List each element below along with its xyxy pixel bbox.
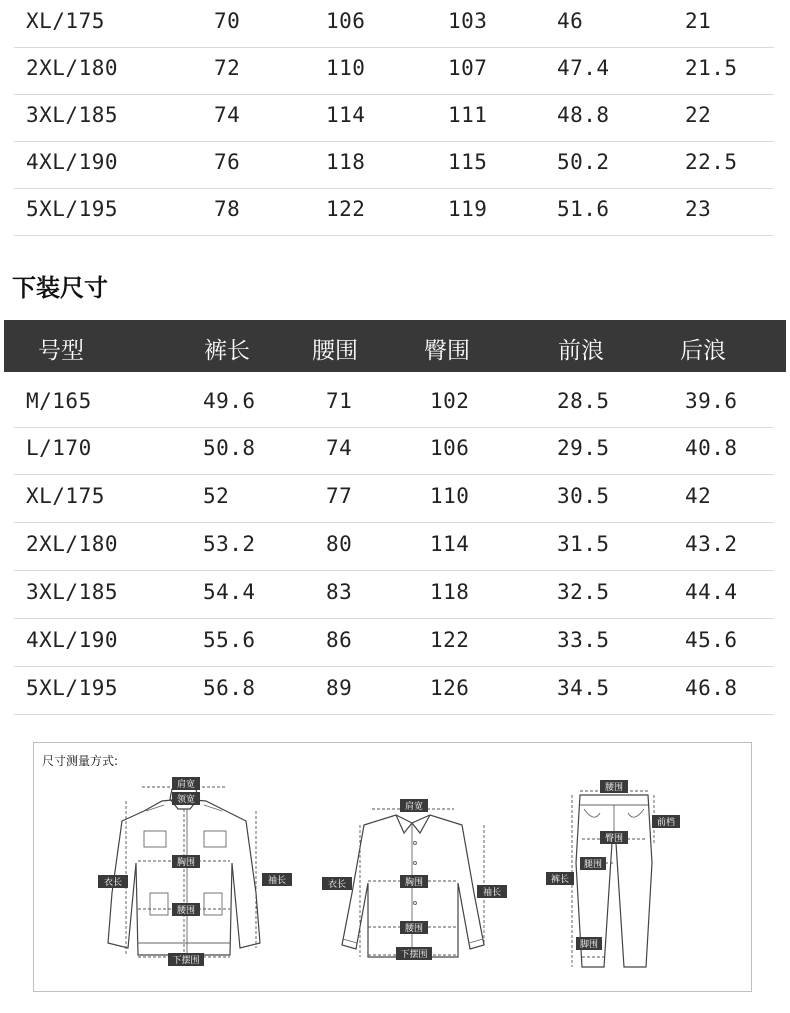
pants-thigh-label: 腿围 [583,860,603,870]
table-cell: 89 [326,676,353,700]
table-cell: XL/175 [26,484,105,508]
measurement-guide [33,742,752,992]
table-cell: 83 [326,580,353,604]
table-cell: 107 [448,56,488,80]
table-cell: 46.8 [685,676,738,700]
table-cell: 126 [430,676,470,700]
table-cell: 47.4 [557,56,610,80]
shirt-hem-label: 下摆围 [400,950,428,960]
pants-length-label: 裤长 [550,875,570,885]
table-cell: 74 [326,436,353,460]
table-cell: 118 [326,150,366,174]
header-cell: 后浪 [680,338,726,364]
table-cell: 78 [214,197,241,221]
table-cell: 114 [326,103,366,127]
table-cell: 122 [430,628,470,652]
table-cell: 55.6 [203,628,256,652]
table-cell: 52 [203,484,230,508]
jacket-illustration [108,789,260,955]
table-cell: 71 [326,389,353,413]
table-cell: 30.5 [557,484,610,508]
jacket-waist-label: 腰围 [176,906,196,916]
header-cell: 腰围 [312,338,358,364]
table-cell: XL/175 [26,9,105,33]
table-cell: 51.6 [557,197,610,221]
table-cell: 110 [430,484,470,508]
table-cell: 21.5 [685,56,738,80]
table-cell: 106 [326,9,366,33]
table-cell: 54.4 [203,580,256,604]
table-cell: 28.5 [557,389,610,413]
pants-waist-label: 腰围 [604,783,624,793]
table-cell: 3XL/185 [26,103,119,127]
table-row [14,475,774,523]
table-cell: 2XL/180 [26,56,119,80]
table-cell: 3XL/185 [26,580,119,604]
table-cell: L/170 [26,436,92,460]
table-cell: 56.8 [203,676,256,700]
table-row [14,188,774,236]
jacket-sleeve-label: 袖长 [267,876,287,886]
header-cell: 臀围 [424,338,470,364]
table-cell: 45.6 [685,628,738,652]
table-cell: 110 [326,56,366,80]
table-cell: 74 [214,103,241,127]
jacket-collar-label: 领宽 [176,795,196,805]
table-cell: 40.8 [685,436,738,460]
jacket-length-label: 衣长 [103,878,123,888]
table-cell: 106 [430,436,470,460]
table-cell: 111 [448,103,488,127]
jacket-shoulder-label: 肩宽 [176,780,196,790]
shirt-chest-label: 胸围 [404,878,424,888]
table-cell: 86 [326,628,353,652]
table-cell: 22 [685,103,712,127]
measurement-title: 尺寸测量方式: [42,754,119,768]
table-cell: 31.5 [557,532,610,556]
jacket-hem-label: 下摆围 [172,956,200,966]
table-row [14,94,774,142]
table-cell: 102 [430,389,470,413]
table-cell: 44.4 [685,580,738,604]
header-cell: 裤长 [204,338,250,364]
pants-hip-label: 臀围 [604,834,624,844]
table-cell: 72 [214,56,241,80]
table-cell: 114 [430,532,470,556]
jacket-chest-label: 胸围 [176,858,196,868]
table-cell: 2XL/180 [26,532,119,556]
pants-ankle-label: 脚围 [579,940,599,950]
table-row [14,427,774,475]
table-row [14,667,774,715]
table-cell: 32.5 [557,580,610,604]
table-cell: 53.2 [203,532,256,556]
table-cell: 29.5 [557,436,610,460]
table-cell: 39.6 [685,389,738,413]
table-row [14,47,774,95]
table-cell: 33.5 [557,628,610,652]
table-cell: 80 [326,532,353,556]
table-row [14,619,774,667]
table-cell: 49.6 [203,389,256,413]
table-cell: 23 [685,197,712,221]
table-cell: 50.2 [557,150,610,174]
table-cell: 46 [557,9,584,33]
header-cell: 前浪 [558,338,604,364]
table-cell: 48.8 [557,103,610,127]
shirt-sleeve-label: 袖长 [482,888,502,898]
table-cell: 70 [214,9,241,33]
shirt-length-label: 衣长 [327,880,347,890]
pants-front-rise-label: 前档 [656,818,676,828]
table-cell: 34.5 [557,676,610,700]
table-header [4,320,786,372]
table-row [14,141,774,189]
shirt-shoulder-label: 肩宽 [404,802,424,812]
table-cell: 77 [326,484,353,508]
table-cell: 42 [685,484,712,508]
header-cell: 号型 [38,338,84,364]
table-row [14,0,774,48]
measurement-diagram [34,743,751,991]
table-row [14,571,774,619]
table-cell: 22.5 [685,150,738,174]
shirt-waist-label: 腰围 [404,924,424,934]
table-cell: 76 [214,150,241,174]
table-cell: M/165 [26,389,92,413]
table-cell: 118 [430,580,470,604]
table-cell: 4XL/190 [26,150,119,174]
table-cell: 50.8 [203,436,256,460]
table-cell: 122 [326,197,366,221]
section-title: 下装尺寸 [12,274,108,302]
table-cell: 115 [448,150,488,174]
table-cell: 4XL/190 [26,628,119,652]
table-row [14,523,774,571]
table-row [14,380,774,428]
table-cell: 119 [448,197,488,221]
table-cell: 43.2 [685,532,738,556]
table-cell: 103 [448,9,488,33]
table-cell: 21 [685,9,712,33]
table-cell: 5XL/195 [26,197,119,221]
table-cell: 5XL/195 [26,676,119,700]
